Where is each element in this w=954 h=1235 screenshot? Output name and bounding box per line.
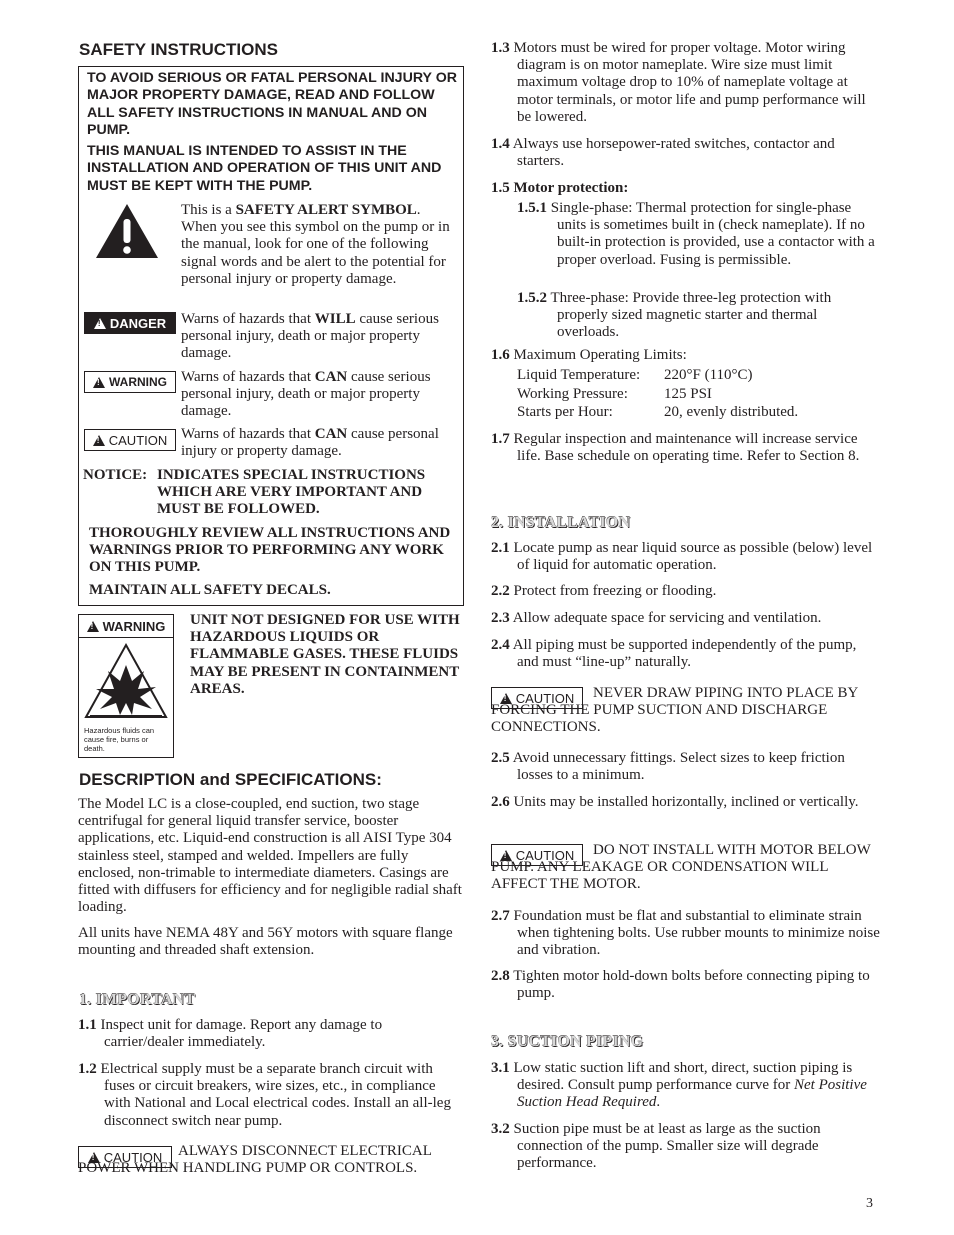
important-heading: 1. IMPORTANT bbox=[79, 991, 196, 1008]
caution-text: Warns of hazards that CAN cause personal injury or property damage. bbox=[181, 426, 439, 460]
warning-text: Warns of hazards that CAN cause serious personal injury, death or major property damage. bbox=[181, 369, 431, 420]
item-2-5: 2.5 Avoid unnecessary fittings. Select sizes to keep friction losses to a minimum. bbox=[491, 750, 845, 784]
caution-badge bbox=[84, 429, 176, 451]
explosion-icon bbox=[82, 641, 170, 725]
safety-alert-bold: SAFETY ALERT SYMBOL bbox=[235, 202, 417, 218]
safety-box-intro: TO AVOID SERIOUS OR FATAL PERSONAL INJURY OR MAJOR PROPERTY DAMAGE, READ AND FOLLOW ALL SAFETY INSTRUCTIONS IN MANUAL AND ON PUMP. bbox=[87, 70, 457, 138]
danger-badge bbox=[84, 312, 176, 334]
item-2-8: 2.8 Tighten motor hold-down bolts before connecting piping to pump. bbox=[491, 968, 870, 1002]
notice-text: INDICATES SPECIAL INSTRUCTIONS WHICH ARE VERY IMPORTANT AND MUST BE FOLLOWED. bbox=[157, 467, 426, 518]
item-number: 1.2 bbox=[78, 1061, 97, 1077]
installation-heading: 2. INSTALLATION bbox=[491, 514, 631, 531]
item-1-5-1: 1.5.1 Single-phase: Thermal protection for single-phase units is sometimes built in (check nameplate). If no built-in protection is provided, use a contactor with a proper overload. Fusing is permissible. bbox=[517, 200, 875, 268]
suction-heading: 3. SUCTION PIPING bbox=[491, 1033, 644, 1050]
hazard-warning-label: WARNING bbox=[102, 619, 166, 634]
caution-label: CAUTION bbox=[108, 432, 168, 448]
item-2-1: 2.1 Locate pump as near liquid source as possible (below) level of liquid for automatic operation. bbox=[491, 540, 873, 574]
caution-label: CAUTION bbox=[515, 690, 575, 706]
item-number: 2.2 bbox=[491, 583, 510, 599]
review-text: THOROUGHLY REVIEW ALL INSTRUCTIONS AND WARNINGS PRIOR TO PERFORMING ANY WORK ON THIS PUMP. bbox=[89, 525, 451, 576]
limit-row: Starts per Hour: 20, evenly distributed. bbox=[517, 404, 799, 420]
operating-limits bbox=[517, 367, 881, 423]
hazard-caption: Hazardous fluids can cause fire, burns or death. bbox=[84, 726, 155, 753]
item-1-5 bbox=[491, 180, 881, 197]
item-1-5-2: 1.5.2 Three-phase: Provide three-leg protection with properly sized magnetic starter and thermal overloads. bbox=[517, 290, 832, 341]
page-number: 3 bbox=[866, 1196, 873, 1211]
notice-label: NOTICE: bbox=[83, 467, 148, 483]
alert-triangle-icon bbox=[93, 435, 105, 446]
caution-label: CAUTION bbox=[103, 1149, 163, 1165]
item-number: 1.1 bbox=[78, 1017, 97, 1033]
item-number: 1.5 bbox=[491, 180, 510, 196]
danger-label: DANGER bbox=[109, 315, 167, 331]
hazard-warning-badge bbox=[81, 617, 171, 636]
safety-alert-text: This is a SAFETY ALERT SYMBOL. When you see this symbol on the pump or in the manual, look for one of the following signal words and be alert to the potential for personal injury or property damage. bbox=[181, 202, 450, 287]
item-number: 2.4 bbox=[491, 637, 510, 653]
item-number: 2.6 bbox=[491, 794, 510, 810]
item-3-1: 3.1 Low static suction lift and short, direct, suction piping is desired. Consult pump performance curve for Net Positive Suction Head Required. bbox=[491, 1060, 867, 1111]
item-2-4: 2.4 All piping must be supported independently of the pump, and must “line-up” naturally. bbox=[491, 637, 857, 671]
disconnect-caution-text: ALWAYS DISCONNECT ELECTRICAL POWER WHEN HANDLING PUMP OR CONTROLS. bbox=[78, 1143, 432, 1177]
safety-box bbox=[78, 66, 464, 606]
npsh-emphasis: Net Positive Suction Head Required bbox=[517, 1077, 867, 1111]
hazard-label bbox=[78, 614, 174, 758]
item-2-3: 2.3 Allow adequate space for servicing and ventilation. bbox=[491, 610, 822, 626]
description-heading: DESCRIPTION and SPECIFICATIONS: bbox=[79, 770, 382, 789]
item-1-1: 1.1 Inspect unit for damage. Report any damage to carrier/dealer immediately. bbox=[78, 1017, 383, 1051]
item-number: 1.5.1 bbox=[517, 200, 547, 216]
item-number: 3.2 bbox=[491, 1121, 510, 1137]
motor-protection-label: Motor protection: bbox=[513, 180, 629, 196]
description-paragraph-1: The Model LC is a close-coupled, end suction, two stage centrifugal for general liquid transfer service, booster applications, etc. Liquid-end construction is all AISI Type 304 stainless steel, stamped and welded. Impellers are fully enclosed, non-trimable to intermediate diameters. Casings are fitted with diffusers for efficiency and for negligible radial shaft loading. bbox=[78, 796, 462, 916]
motor-caution-text: DO NOT INSTALL WITH MOTOR BELOW PUMP. ANY LEAKAGE OR CONDENSATION WILL AFFECT THE MOTOR. bbox=[491, 842, 871, 893]
item-number: 1.7 bbox=[491, 431, 510, 447]
item-number: 1.5.2 bbox=[517, 290, 547, 306]
warning-label: WARNING bbox=[109, 375, 167, 389]
description-paragraph-2: All units have NEMA 48Y and 56Y motors with square flange mounting and threaded shaft extension. bbox=[78, 925, 453, 959]
item-number: 1.3 bbox=[491, 40, 510, 56]
item-number: 2.8 bbox=[491, 968, 510, 984]
warning-badge bbox=[84, 371, 176, 393]
item-number: 3.1 bbox=[491, 1060, 510, 1076]
item-2-6: 2.6 Units may be installed horizontally, inclined or vertically. bbox=[491, 794, 859, 810]
safety-alert-icon bbox=[94, 202, 160, 260]
caution-bold: CAN bbox=[314, 426, 348, 442]
item-1-2: 1.2 Electrical supply must be a separate branch circuit with fuses or circuit breakers, wire sizes, etc., in compliance with National and Local electrical codes. Install an all-leg disconnect switch near pump. bbox=[78, 1061, 451, 1129]
item-number: 2.5 bbox=[491, 750, 510, 766]
limit-row: Working Pressure: 125 PSI bbox=[517, 385, 712, 402]
caution-label: CAUTION bbox=[515, 847, 575, 863]
warning-bold: CAN bbox=[314, 369, 348, 385]
item-2-2: 2.2 Protect from freezing or flooding. bbox=[491, 583, 717, 599]
item-1-3: 1.3 Motors must be wired for proper voltage. Motor wiring diagram is on motor nameplate. Wire size must limit maximum voltage drop to 10% of nameplate voltage at motor terminals, or motor life and pump performance will be lowered. bbox=[491, 40, 866, 125]
piping-caution-text: NEVER DRAW PIPING INTO PLACE BY FORCING THE PUMP SUCTION AND DISCHARGE CONNECTIONS. bbox=[491, 685, 858, 736]
item-1-4: 1.4 Always use horsepower-rated switches, contactor and starters. bbox=[491, 136, 835, 170]
danger-bold: WILL bbox=[314, 311, 356, 327]
item-2-7: 2.7 Foundation must be flat and substantial to eliminate strain when tightening bolts. Use rubber mounts to minimize noise and vibration. bbox=[491, 908, 880, 959]
item-number: 2.3 bbox=[491, 610, 510, 626]
hazard-text: UNIT NOT DESIGNED FOR USE WITH HAZARDOUS LIQUIDS OR FLAMMABLE GASES. THESE FLUIDS MAY BE PRESENT IN CONTAINMENT AREAS. bbox=[190, 612, 460, 697]
item-number: 1.4 bbox=[491, 136, 510, 152]
danger-text: Warns of hazards that WILL cause serious personal injury, death or major property damage. bbox=[181, 311, 439, 362]
safety-heading: SAFETY INSTRUCTIONS bbox=[79, 40, 278, 59]
item-number: 2.7 bbox=[491, 908, 510, 924]
item-1-6: 1.6 Maximum Operating Limits: bbox=[491, 347, 687, 363]
item-3-2: 3.2 Suction pipe must be at least as large as the suction connection of the pump. Smaller size will degrade performance. bbox=[491, 1121, 821, 1172]
item-1-7: 1.7 Regular inspection and maintenance will increase service life. Base schedule on operating time. Refer to Section 8. bbox=[491, 431, 860, 465]
safety-box-manual: THIS MANUAL IS INTENDED TO ASSIST IN THE INSTALLATION AND OPERATION OF THIS UNIT AND MUST BE KEPT WITH THE PUMP. bbox=[87, 143, 442, 194]
alert-triangle-icon bbox=[87, 621, 99, 632]
alert-triangle-icon bbox=[94, 318, 106, 329]
item-number: 1.6 bbox=[491, 347, 510, 363]
limit-row: Liquid Temperature: 220°F (110°C) bbox=[517, 367, 753, 383]
alert-triangle-icon bbox=[93, 377, 105, 388]
item-number: 2.1 bbox=[491, 540, 510, 556]
decals-text: MAINTAIN ALL SAFETY DECALS. bbox=[89, 582, 331, 598]
